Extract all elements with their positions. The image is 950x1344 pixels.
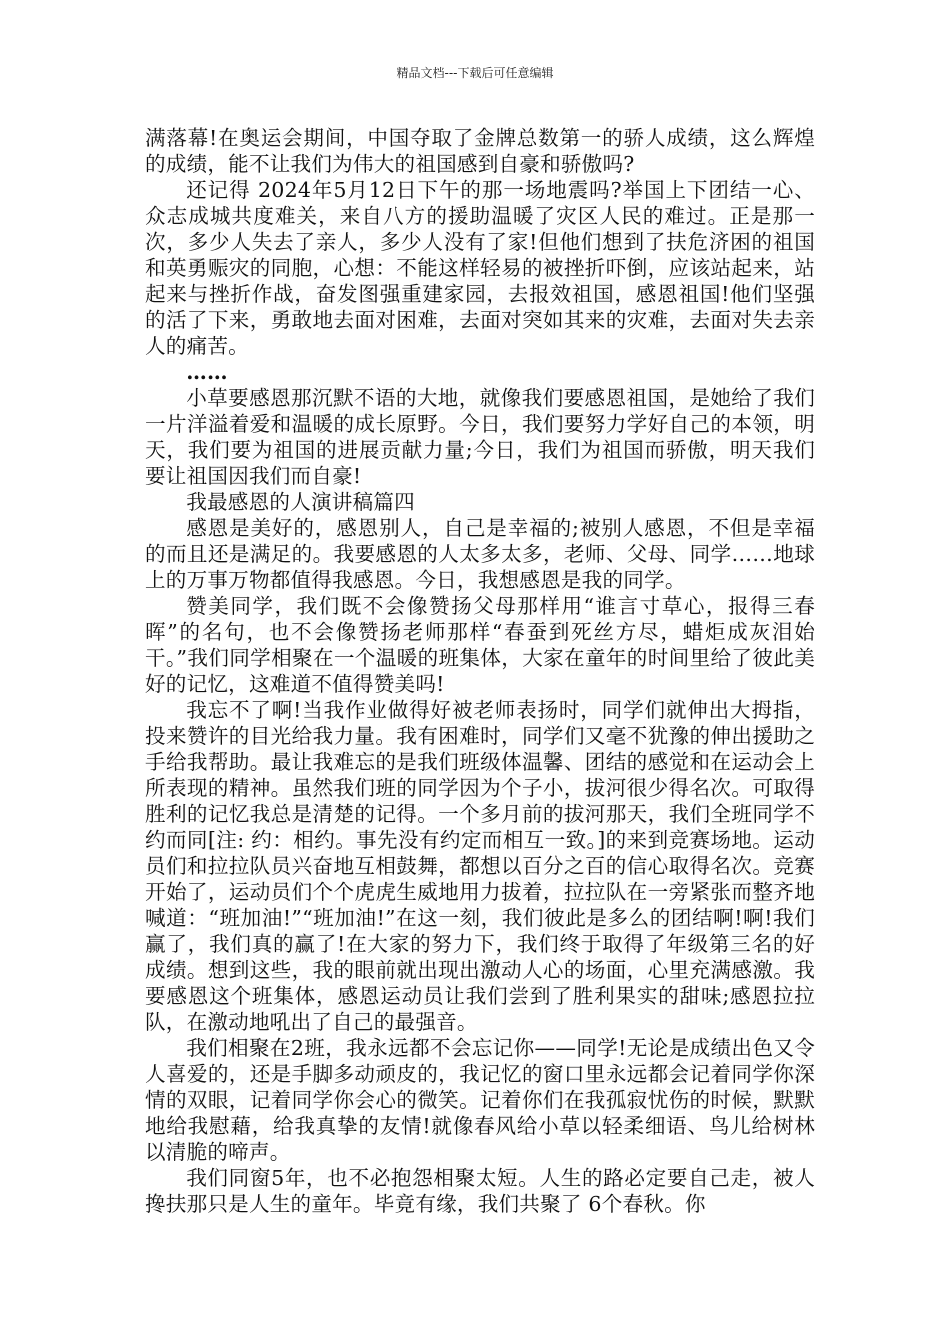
ellipsis-line: …… xyxy=(186,360,228,384)
paragraph: 小草要感恩那沉默不语的大地，就像我们要感恩祖国，是她给了我们一片洋溢着爱和温暖的成长原野。今日，我们要努力学好自己的本领，明天，我们要为祖国的进展贡献力量;今日，我们为祖国而骄傲，明天我们要让祖国因我们而自豪! xyxy=(145,386,815,488)
page-header: 精品文档---下载后可任意编辑 xyxy=(396,66,554,80)
paragraph: 我忘不了啊!当我作业做得好被老师表扬时，同学们就伸出大拇指，投来赞许的目光给我力量。我有困难时，同学们又毫不犹豫的伸出援助之手给我帮助。最让我难忘的是我们班级体温馨、团结的感觉和在运动会上所表现的精神。虽然我们班的同学因为个子小，拔河很少得名次。可取得胜利的记忆我总是清楚的记得。一个多月前的拔河那天，我们全班同学不约而同[注: 约：相约。事先没有约定而相互一致。]的来到竞赛场地。运动员们和拉拉队员兴奋地互相鼓舞，都想以百分之百的信心取得名次。竞赛开始了，运动员们个个虎虎生威地用力拔着，拉拉队在一旁紧张而整齐地喊道：“班加油!”“班加油!”在这一刻，我们彼此是多么的团结啊!啊!我们赢了，我们真的赢了!在大家的努力下，我们终于取得了年级第三名的好成绩。想到这些，我的眼前就出现出激动人心的场面，心里充满感激。我要感恩这个班集体，感恩运动员让我们尝到了胜利果实的甜味;感恩拉拉队，在激动地吼出了自己的最强音。 xyxy=(145,698,815,1034)
paragraph: 感恩是美好的，感恩别人，自己是幸福的;被别人感恩，不但是幸福的而且还是满足的。我要感恩的人太多太多，老师、父母、同学……地球上的万事万物都值得我感恩。今日，我想感恩是我的同学。 xyxy=(145,516,815,592)
paragraph: 还记得 2024年5月12日下午的那一场地震吗?举国上下团结一心、众志成城共度难关，来自八方的援助温暖了灾区人民的难过。正是那一次，多少人失去了亲人，多少人没有了家!但他们想到了扶危济困的祖国和英勇赈灾的同胞，心想：不能这样轻易的被挫折吓倒，应该站起来，站起来与挫折作战，奋发图强重建家园，去报效祖国，感恩祖国!他们坚强的活了下来，勇敢地去面对困难，去面对突如其来的灾难，去面对失去亲人的痛苦。 xyxy=(145,178,815,358)
paragraph: 我们相聚在2班，我永远都不会忘记你——同学!无论是成绩出色又令人喜爱的，还是手脚多动顽皮的，我记忆的窗口里永远都会记着同学你深情的双眼，记着同学你会心的微笑。记着你们在我孤寂忧伤的时候，默默地给我慰藉，给我真挚的友情!就像春风给小草以轻柔细语、鸟儿给树林以清脆的啼声。 xyxy=(145,1036,815,1164)
section-heading: 我最感恩的人演讲稿篇四 xyxy=(186,490,415,514)
paragraph: 满落幕!在奥运会期间，中国夺取了金牌总数第一的骄人成绩，这么辉煌的成绩，能不让我们为伟大的祖国感到自豪和骄傲吗? xyxy=(145,126,815,176)
paragraph: 赞美同学，我们既不会像赞扬父母那样用“谁言寸草心，报得三春晖”的名句，也不会像赞扬老师那样“春蚕到死丝方尽，蜡炬成灰泪始干。”我们同学相聚在一个温暖的班集体，大家在童年的时间里给了彼此美好的记忆，这难道不值得赞美吗! xyxy=(145,594,815,696)
paragraph: 我们同窗5年，也不必抱怨相聚太短。人生的路必定要自己走，被人搀扶那只是人生的童年。毕竟有缘，我们共聚了 6个春秋。你 xyxy=(145,1166,815,1216)
document-body xyxy=(145,125,815,1217)
